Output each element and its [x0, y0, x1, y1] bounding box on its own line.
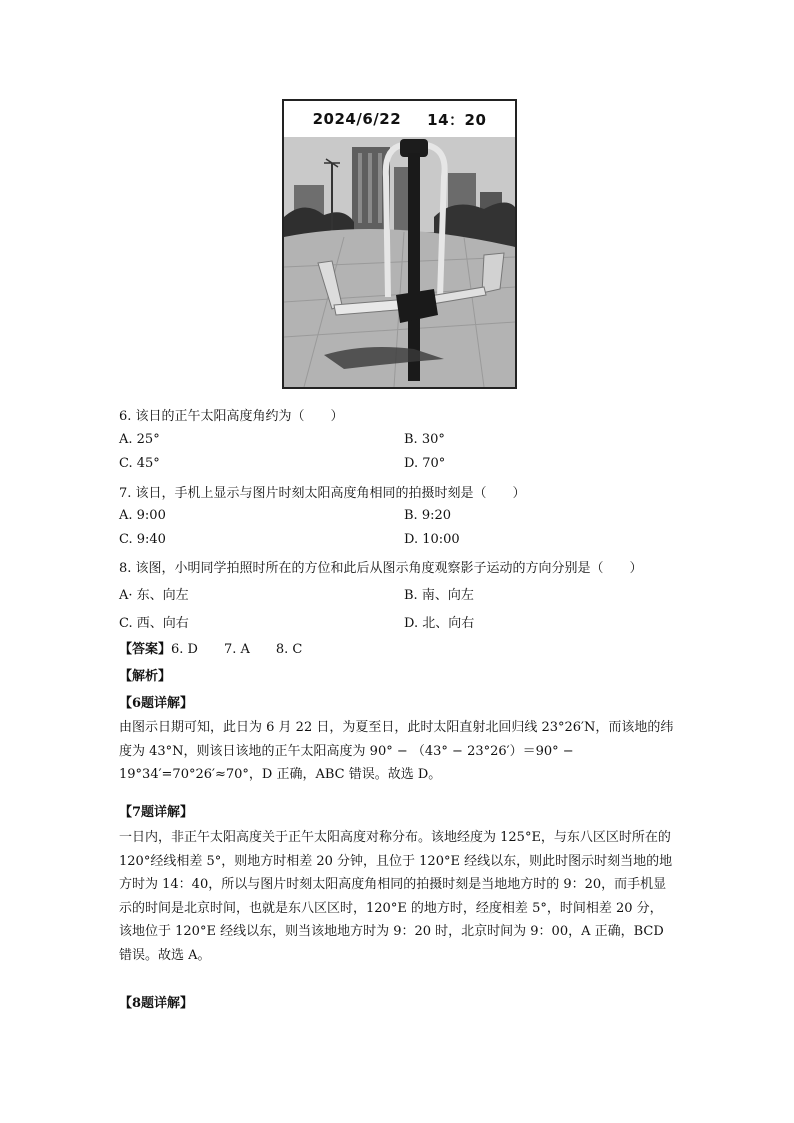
q7-option-c: C. 9:40 — [119, 532, 166, 547]
q6-option-a: A. 25° — [119, 432, 160, 447]
q8-option-b: B. 南、向左 — [404, 588, 474, 603]
detail6-body: 由图示日期可知，此日为 6 月 22 日，为夏至日，此时太阳直射北回归线 23°26′N，而该地的纬度为 43°N，则该日该地的正午太阳高度为 90° − （43° − 23°26′）＝90° − 19°34′=70°26′≈70°，D 正确，ABC 错误。故选 D。 — [119, 720, 674, 782]
q7-option-d: D. 10:00 — [404, 532, 460, 547]
photo-date: 2024/6/22 — [312, 110, 402, 128]
photo-scene — [284, 137, 515, 387]
q6-option-d: D. 70° — [404, 456, 446, 471]
answer-line — [119, 638, 302, 657]
exercise-equipment-photo — [282, 99, 517, 389]
q8-option-a: A· 东、向左 — [119, 588, 189, 603]
detail6-title: 【6题详解】 — [119, 696, 194, 711]
detail8-title: 【8题详解】 — [119, 996, 194, 1011]
answer-label: 【答案】 — [119, 642, 172, 657]
photo-time: 14：20 — [427, 110, 487, 129]
q8-option-d: D. 北、向右 — [404, 616, 475, 631]
q8-stem: 8. 该图，小明同学拍照时所在的方位和此后从图示角度观察影子运动的方向分别是（ ） — [119, 561, 643, 576]
q6-stem: 6. 该日的正午太阳高度角约为（ ） — [119, 409, 344, 424]
answer-items: 6. D 7. A 8. C — [171, 642, 303, 657]
detail7-body: 一日内，非正午太阳高度关于正午太阳高度对称分布。该地经度为 125°E，与东八区区时所在的 120°经线相差 5°，则地方时相差 20 分钟，且位于 120°E 经线以东，则此时图示时刻当地的地方时为 14：40，所以与图片时刻太阳高度角相同的拍摄时刻是当地地方时的 9：20，而手机显示的时间是北京时间，也就是东八区区时，120°E 的地方时，经度相差 5°，时间相差 20 分，该地位于 120°E 经线以东，则当该地地方时为 9：20 时，北京时间为 9：00，A 正确，BCD 错误。故选 A。 — [119, 830, 673, 963]
q7-option-b: B. 9:20 — [404, 508, 452, 523]
q7-stem: 7. 该日，手机上显示与图片时刻太阳高度角相同的拍摄时刻是（ ） — [119, 486, 526, 501]
q6-option-b: B. 30° — [404, 432, 445, 447]
photo-timestamp — [284, 101, 515, 137]
q7-option-a: A. 9:00 — [119, 508, 166, 523]
q8-option-c: C. 西、向右 — [119, 616, 189, 631]
analysis-heading: 【解析】 — [119, 669, 172, 684]
q6-option-c: C. 45° — [119, 456, 160, 471]
detail7-title: 【7题详解】 — [119, 805, 194, 820]
